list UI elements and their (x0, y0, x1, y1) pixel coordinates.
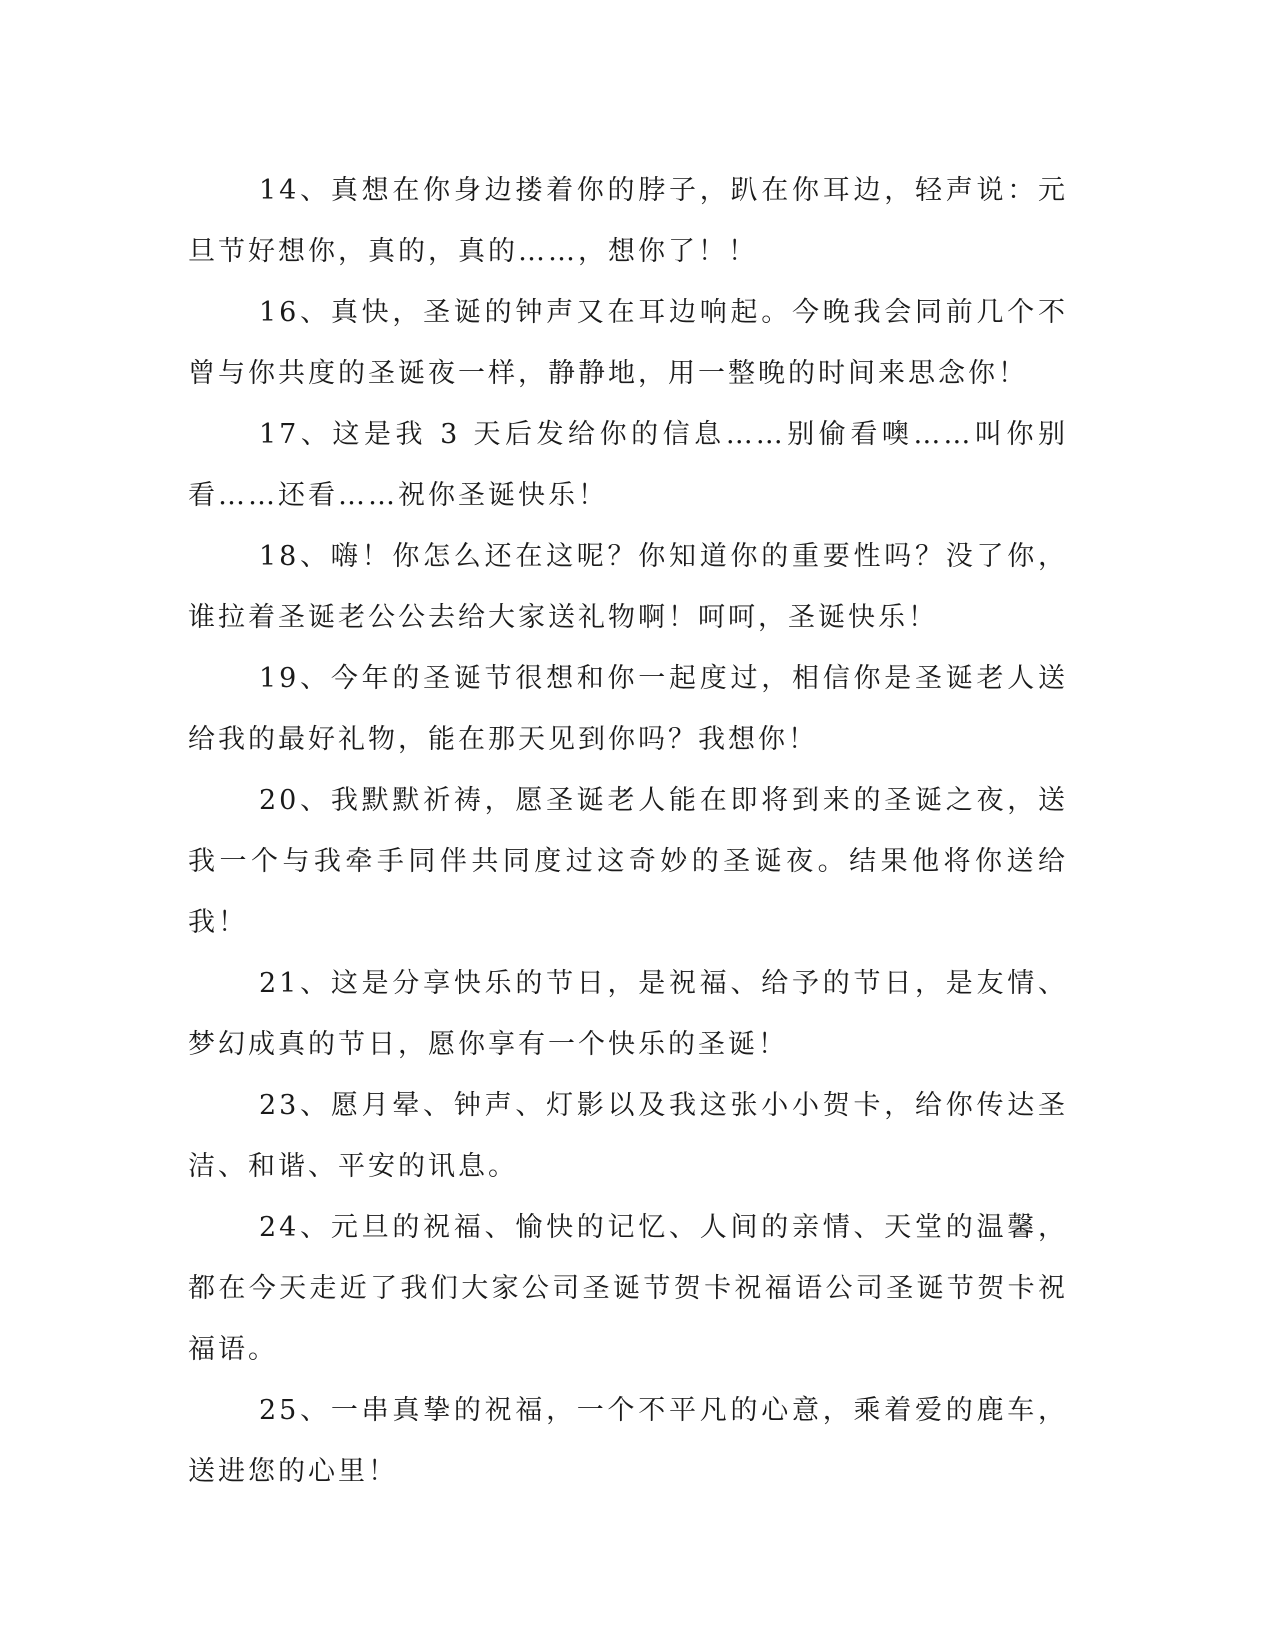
paragraph-18: 18、嗨！你怎么还在这呢？你知道你的重要性吗？没了你，谁拉着圣诞老公公去给大家送礼物啊！呵呵，圣诞快乐！ (188, 541, 1068, 633)
paragraph-20: 20、我默默祈祷，愿圣诞老人能在即将到来的圣诞之夜，送我一个与我牵手同伴共同度过这奇妙的圣诞夜。结果他将你送给我！ (188, 785, 1068, 938)
paragraph-16: 16、真快，圣诞的钟声又在耳边响起。今晚我会同前几个不曾与你共度的圣诞夜一样，静静地，用一整晚的时间来思念你！ (188, 297, 1068, 389)
paragraph-23: 23、愿月晕、钟声、灯影以及我这张小小贺卡，给你传达圣洁、和谐、平安的讯息。 (188, 1090, 1068, 1182)
paragraph-14: 14、真想在你身边搂着你的脖子，趴在你耳边，轻声说：元旦节好想你，真的，真的……，想你了！！ (188, 175, 1068, 267)
paragraph-19: 19、今年的圣诞节很想和你一起度过，相信你是圣诞老人送给我的最好礼物，能在那天见到你吗？我想你！ (188, 663, 1068, 755)
paragraph-21: 21、这是分享快乐的节日，是祝福、给予的节日，是友情、梦幻成真的节日，愿你享有一个快乐的圣诞！ (188, 968, 1068, 1060)
document-body (188, 160, 1068, 1502)
paragraph-25: 25、一串真挚的祝福，一个不平凡的心意，乘着爱的鹿车，送进您的心里！ (188, 1395, 1068, 1487)
paragraph-17: 17、这是我 3 天后发给你的信息……别偷看噢……叫你别看……还看……祝你圣诞快乐！ (188, 419, 1068, 511)
paragraph-24: 24、元旦的祝福、愉快的记忆、人间的亲情、天堂的温馨，都在今天走近了我们大家公司圣诞节贺卡祝福语公司圣诞节贺卡祝福语。 (188, 1212, 1068, 1365)
